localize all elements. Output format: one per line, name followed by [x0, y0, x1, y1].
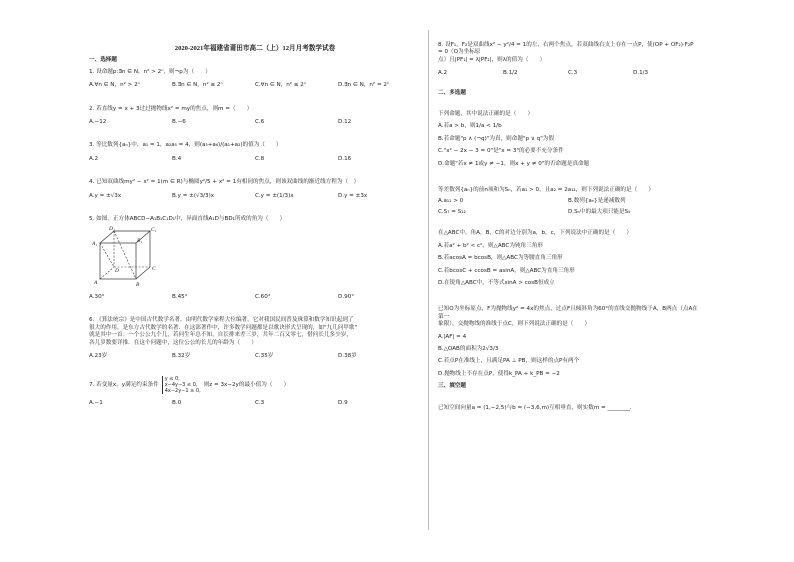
- option-d: D.命题"若x ≠ 1或y ≠ −1，则x + y ≠ 0"的否命题是真命题: [438, 160, 590, 167]
- option-a: A.y = ±√3x: [89, 192, 122, 199]
- constraint-system: [162, 376, 201, 394]
- left-column: [89, 45, 421, 408]
- option-b: B.1/2: [503, 70, 518, 77]
- question-4: [89, 179, 421, 200]
- question-stem: 已知空间向量a = (1,−2,5)与b = (−3,6,m)互相垂直，则实数m = ________.: [438, 404, 632, 411]
- option-b: B.若命题"p ∧ (¬q)"为真，则命题"p ∨ q"为假: [438, 135, 554, 142]
- question-stem: [89, 376, 421, 394]
- options-list: [438, 243, 698, 288]
- option-a: A.30°: [89, 293, 105, 300]
- constraint-line: x−4y−3 ≤ 0,: [164, 382, 198, 389]
- vertex-label: D₁: [109, 226, 115, 233]
- question-line: 象限），交抛物线的准线于点C，则下列说法正确的是（ ）: [438, 321, 591, 328]
- option-a: A.2: [438, 70, 448, 77]
- question-stem-lead: 7. 若变量x，y满足约束条件: [89, 381, 159, 388]
- vertex-label: C₁: [151, 227, 157, 234]
- option-d: D.16: [338, 155, 352, 162]
- question-line: 8. 设F₁，F₂是双曲线x² − y²/4 = 1的左、右两个焦点，若双曲线右支上存在一点P，使(OP + OF₂)·F₂P = 0（O为坐标原: [438, 42, 694, 56]
- question-7: [89, 376, 421, 407]
- question-5: [89, 216, 421, 301]
- question-stem: 在△ABC中，角A，B，C的对边分别为a，b，c，下列说法中正确的是（ ）: [438, 230, 633, 237]
- vertex-label: D: [115, 268, 119, 275]
- question-stem: 1. 设命题p:∃n ∈ N，n² > 2ⁿ，则¬p为（ ）: [89, 68, 211, 75]
- right-column: [438, 42, 698, 412]
- question-line: 很大的作用，是东方古代数学的名著．在这部著作中，许多数学问题都是以歌诀形式呈现的，如"九儿问甲歌": [89, 324, 358, 331]
- column-divider: [428, 30, 429, 530]
- section-heading-multi: 二、多选题: [438, 89, 466, 96]
- question-10: [438, 187, 698, 216]
- question-line: 已知O为坐标原点，F为抛物线y² = 4x的焦点，过点F且倾斜角为60°的直线交抛物线于A，B两点（点A在第一: [438, 306, 698, 320]
- option-a: A.23岁: [89, 352, 108, 359]
- options-row: [89, 294, 421, 301]
- option-d: D.y = ±3x: [338, 192, 368, 199]
- vertex-label: A: [94, 280, 98, 287]
- option-c: C.y = ±(1/3)x: [255, 192, 294, 199]
- options-row: [89, 156, 421, 163]
- option-b: B.△OAB的面积为2√3/3: [438, 345, 499, 352]
- option-c: C.3: [255, 400, 265, 407]
- cube-bottom-right-edge: [136, 267, 150, 279]
- option-c: C.3: [568, 70, 578, 77]
- options-row: [89, 353, 421, 360]
- options-row: [89, 82, 421, 89]
- option-b: B.y = ±(√3/3)x: [172, 192, 215, 199]
- option-d: D.38岁: [338, 352, 357, 359]
- option-a: A.若a > b，则1/a < 1/b: [438, 123, 502, 130]
- question-stem: 5. 如图，正方体ABCD−A₁B₁C₁D₁中，异面直线A₁D与BD₁所成的角为（ ）: [89, 216, 286, 223]
- constraint-line: y ≤ 0,: [164, 376, 180, 383]
- option-d: D.90°: [338, 293, 355, 300]
- option-a: A.a₁₁ > 0: [438, 198, 464, 205]
- option-b: B.若acosA = bcosB，则△ABC为等腰直角三角形: [438, 255, 563, 262]
- option-a: A.∀n ∈ N，n² > 2ⁿ: [89, 82, 140, 89]
- options-row: [89, 400, 421, 407]
- question-stem: 2. 若直线y = x + 3过过抛物线x² = my的焦点，则m =（ ）: [89, 105, 253, 112]
- section-heading-choice: 一、选择题: [89, 57, 117, 64]
- option-d: D.1/3: [633, 70, 649, 77]
- question-line: 6. 《算法统宗》是中国古代数学名著，由明代数学家程大位编著，它对我国民间普及珠算和数学知识起到了: [89, 317, 354, 324]
- cube-top-edges: [100, 231, 150, 243]
- exam-title: 2020-2021年福建省莆田市高二（上）12月月考数学试卷: [174, 45, 336, 52]
- question-3: [89, 142, 421, 163]
- option-c: C.∀n ∈ N，n² ≤ 2ⁿ: [255, 82, 307, 89]
- option-a: A.2: [89, 155, 99, 162]
- cube-hidden-edge: [100, 267, 114, 279]
- option-c: C.若点P在准线上，且满足PA ⊥ PB，则这样的点P有两个: [438, 358, 580, 365]
- line-a1-d: [100, 243, 114, 267]
- question-11: [438, 230, 698, 287]
- option-a: A.|AF| = 4: [438, 333, 467, 340]
- question-line: 点）且|PF₁| = λ|PF₂|，则λ的值为（ ）: [438, 56, 546, 63]
- option-d: D.在锐角△ABC中，不等式sinA > cosB恒成立: [438, 279, 555, 286]
- question-9: [438, 111, 698, 168]
- question-stem: 下列命题，其中说法正确的是（ ）: [438, 111, 534, 118]
- section-heading-fill: 三、填空题: [438, 383, 466, 390]
- constraint-line: 4x−2y−1 ≥ 0,: [164, 388, 201, 395]
- option-c: C.60°: [255, 293, 271, 300]
- question-stem: 等差数列{aₙ}的前n项和为Sₙ，若a₁ > 0，且a₂ = 2a₁₂，则下列说法正确的是（ ）: [438, 187, 654, 194]
- option-d: D.抛物线上不存在点P，使得k_PA + k_PB = −2: [438, 370, 560, 377]
- vertex-label: B: [136, 282, 140, 288]
- option-c: C.若bcosC + ccosB = asinA，则△ABC为直角三角形: [438, 267, 575, 274]
- option-c: C.35岁: [255, 352, 274, 359]
- options-row: [89, 119, 421, 126]
- question-stem: 4. 已知双曲线my² − x² = 1(m ∈ R)与椭圆y²/5 + x² = 1有相同的焦点，则该双曲线的渐近线方程为（ ）: [89, 179, 360, 186]
- vertex-label: C: [152, 266, 156, 273]
- option-d: D.12: [338, 119, 352, 126]
- option-d: D.Sₙ中的最大项只能是S₉: [568, 208, 631, 215]
- options-row: [438, 70, 698, 77]
- question-2: [89, 106, 421, 127]
- option-b: B.32岁: [172, 352, 191, 359]
- options-grid: [438, 198, 698, 216]
- option-d: D.9: [338, 400, 348, 407]
- option-a: A.−1: [89, 400, 103, 407]
- options-list: [438, 123, 698, 168]
- question-8: [438, 42, 698, 78]
- option-b: B.4: [172, 155, 182, 162]
- question-line: 就是其中一首：一个公公九个儿，若问生年总不知，自长排来差三岁，共年二百又零七，借问长儿多少岁，: [89, 332, 352, 339]
- option-c: C.6: [255, 119, 265, 126]
- question-stem: 3. 等比数列{aₙ}中，a₁ = 1，a₂a₅ = 4，则(a₅+a₆)/(a₁+a₂)的值为（ ）: [89, 142, 282, 149]
- option-b: B.∃n ∈ N，n² ≤ 2ⁿ: [172, 82, 223, 89]
- options-row: [89, 193, 421, 200]
- option-c: C.S₇ = S₁₂: [438, 208, 466, 215]
- vertex-label: A₁: [92, 241, 98, 248]
- cube-figure: [92, 225, 162, 287]
- option-b: B.45°: [172, 293, 188, 300]
- vertex-label: B₁: [137, 238, 143, 245]
- option-a: A.−12: [89, 119, 107, 126]
- question-line: 各儿岁数要详推．在这个问题中，这位公公的长儿的年龄为（ ）: [89, 339, 257, 346]
- option-c: C."x² − 2x − 3 = 0"是"x = 3"的必要不充分条件: [438, 148, 564, 155]
- option-c: C.8: [255, 155, 265, 162]
- question-1: [89, 69, 421, 90]
- option-d: D.∃n ∈ N，n² = 2ⁿ: [338, 82, 390, 89]
- option-b: B.0: [172, 400, 182, 407]
- options-list: [438, 334, 698, 379]
- option-b: B.−6: [172, 119, 186, 126]
- question-13: [438, 405, 698, 412]
- option-b: B.数列{aₙ}是递减数列: [568, 198, 626, 205]
- question-12: [438, 306, 698, 378]
- option-a: A.若a² + b² < c²，则△ABC为钝角三角形: [438, 242, 543, 249]
- question-6: [89, 317, 421, 360]
- question-stem-tail: 则z = 3x−2y的最小值为（ ）: [203, 381, 290, 388]
